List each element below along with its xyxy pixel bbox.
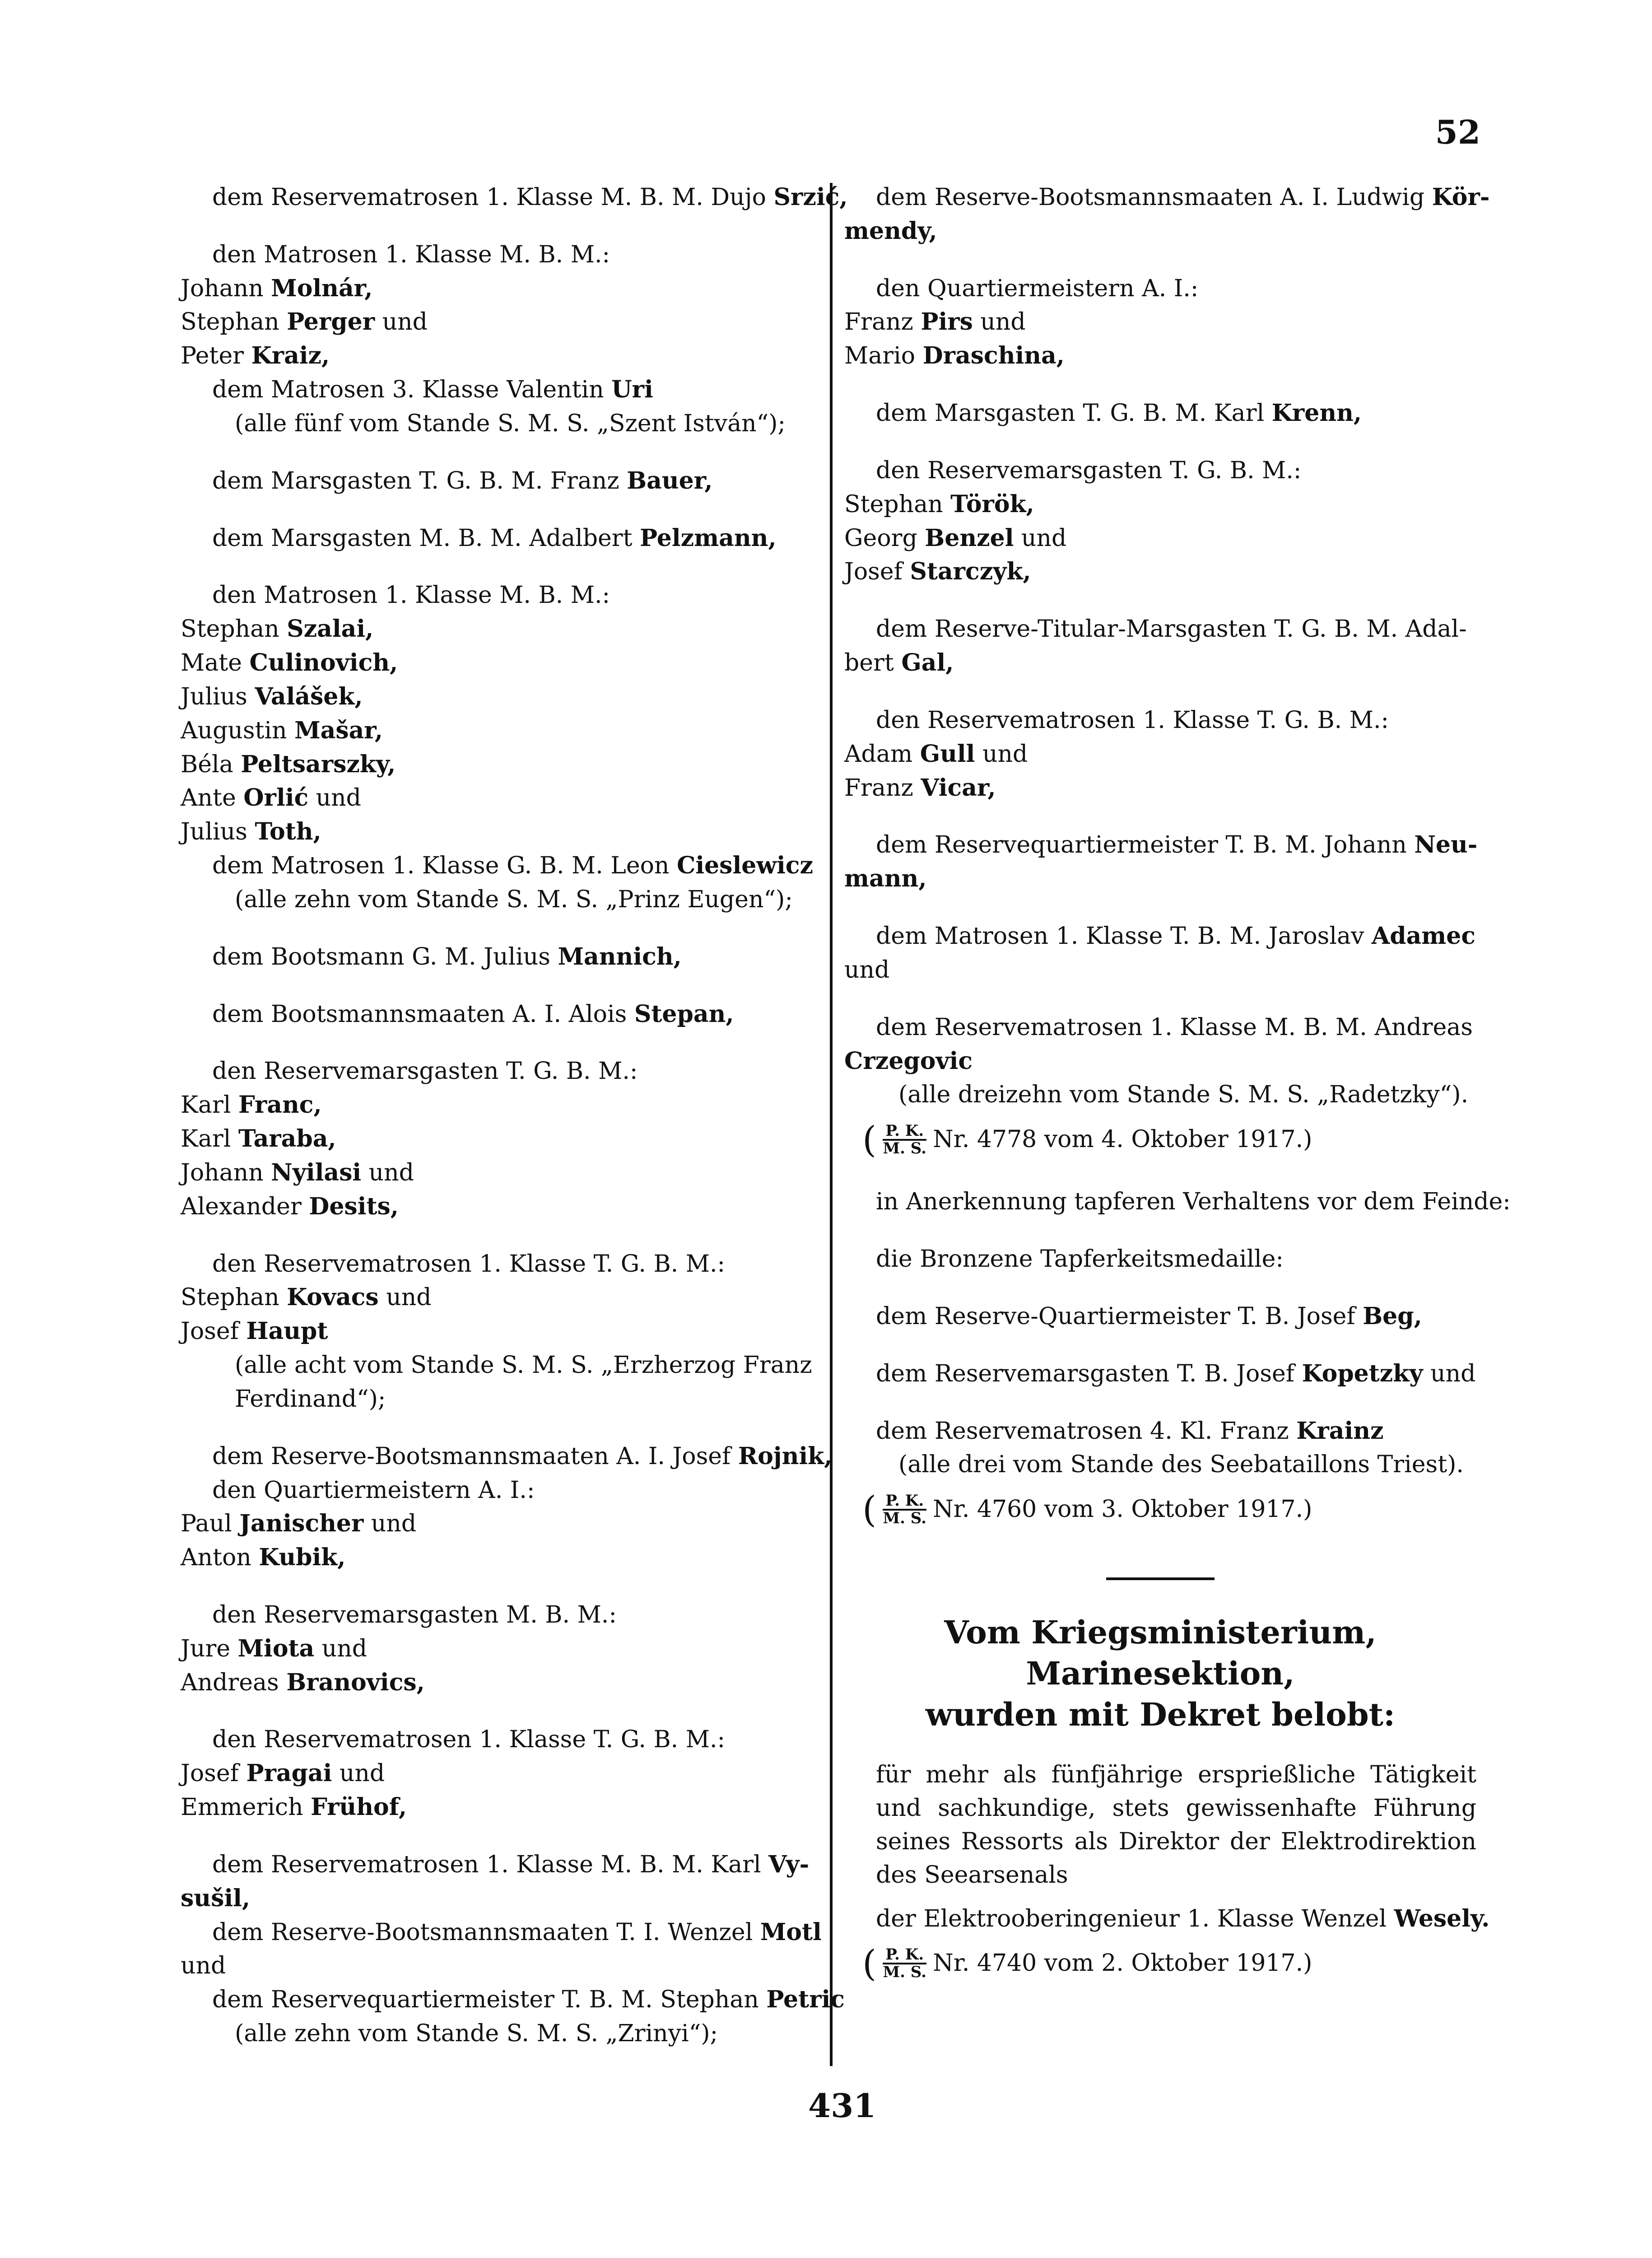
entry-text: Stephan [181,308,287,336]
entry-name: Peltsarszky, [241,750,396,778]
entry-text: Alexander [181,1193,309,1220]
entry-line [181,181,848,215]
entry-name: Haupt [246,1317,328,1345]
entry-text: dem Matrosen 1. Klasse T. B. M. Jaroslav [876,923,1372,950]
entry-line [844,737,1476,771]
entry-line [181,339,822,373]
entry-line [181,1440,833,1474]
entry-name: Gal, [901,649,954,677]
fraction-top: P. K. [883,1947,926,1965]
entry-line [844,181,1490,215]
entry-text: Paul [181,1510,240,1538]
entry-line [844,1078,1476,1112]
entry-name: Török, [950,490,1034,518]
entry-line [844,522,1476,555]
entry-line [181,680,822,714]
entry-line [844,555,1476,589]
entry-name: Nyilasi [271,1158,362,1186]
entry-line [181,815,822,849]
entry-name: mann, [844,865,927,893]
entry-text: Johann [181,1159,271,1186]
entry-suffix: und [363,1510,417,1538]
entry-name: Branovics, [286,1668,425,1696]
entry-name: Orlić [243,784,309,812]
entry-text: dem Matrosen 3. Klasse Valentin [212,376,612,404]
entry-line [181,1348,822,1382]
entry-line [181,1315,822,1348]
fraction [883,1123,926,1157]
entry-text: Adam [844,740,920,768]
entry-text: (alle dreizehn vom Stande S. M. S. „Radetzky“). [898,1081,1469,1109]
entry-text: Stephan [181,1284,287,1311]
entry-name: Cieslewicz [676,852,813,880]
entry-line [844,919,1476,953]
entry-name: Valášek, [255,682,363,710]
entry-name: Pragai [246,1759,332,1787]
entry-name: Bauer, [627,467,713,495]
entry-text: dem Reservematrosen 1. Klasse M. B. M. Dujo [212,184,774,211]
entry-line [181,1190,822,1224]
entry-line [844,1011,1476,1045]
entry-line [181,940,822,974]
entry-line [181,373,822,407]
entry-text: dem Reservequartiermeister T. B. M. Johann [876,831,1415,859]
entry-name: Kovacs [287,1283,379,1311]
entry-name: Kör- [1432,183,1490,211]
entry-name: Mašar, [294,716,383,744]
heading-line-2: wurden mit Dekret belobt: [926,1696,1395,1734]
entry-text: Johann [181,275,271,302]
entry-line [181,1848,822,1882]
entry-line [181,1054,822,1088]
entry-line [181,1281,822,1315]
fraction-top: P. K. [883,1123,926,1141]
entry-text: dem Bootsmann G. M. Julius [212,943,558,970]
entry-text: dem Reservematrosen 1. Klasse M. B. M. Karl [212,1851,769,1878]
entry-line [844,1300,1476,1334]
page-number-top: 52 [1435,113,1480,151]
entry-name: Uri [611,376,653,404]
entry-line [181,407,822,441]
entry-line [844,488,1476,522]
entry-line [181,998,822,1031]
entry-text: Ferdinand“); [235,1385,386,1413]
paren-open: ( [862,1488,877,1531]
entry-text: Andreas [181,1669,287,1696]
entry-suffix: und [314,1635,368,1662]
entry-line [181,238,822,272]
entry-text: und [181,1952,226,1980]
entry-text: Georg [844,524,925,552]
entry-text: Julius [181,818,255,846]
entry-line [181,272,822,306]
entry-text: den Matrosen 1. Klasse M. B. M.: [212,241,610,268]
reference-2 [844,1488,1476,1531]
entry-name: Franc, [238,1091,322,1119]
entry-text: dem Marsgasten M. B. M. Adalbert [212,524,640,552]
entry-suffix: und [1014,524,1067,552]
entry-suffix: und [378,1284,432,1311]
entry-line [181,305,822,339]
entry-line [181,1791,822,1824]
entry-text: Ante [181,784,244,812]
entry-name: Gull [920,740,975,768]
entry-line [844,646,1476,680]
entry-line [181,781,822,815]
entry-line [181,714,822,748]
left-column [181,181,848,2051]
entry-suffix: und [308,784,361,812]
fraction [883,1947,926,1981]
entry-name: Draschina, [922,342,1065,370]
entry-name: Benzel [925,524,1014,552]
entry-line [844,1185,1511,1219]
entry-line [844,1448,1476,1482]
entry-line [844,1045,1476,1078]
paren-open: ( [862,1119,877,1161]
entry-text: Josef [844,558,910,586]
entry-line [181,578,822,612]
entry-text: der Elektrooberingenieur 1. Klasse Wenzel [876,1905,1394,1932]
entry-text: den Matrosen 1. Klasse M. B. M.: [212,582,610,609]
column-divider [830,183,833,2066]
entry-text: Mate [181,649,250,677]
entry-text: den Reservematrosen 1. Klasse T. G. B. M.: [212,1726,726,1754]
entry-line [844,953,1476,987]
entry-line [844,704,1476,737]
entry-line [181,1088,822,1122]
entry-line [844,305,1476,339]
entry-line [844,215,1476,248]
entry-name: Kraiz, [251,342,330,370]
right-column [844,181,1511,1985]
entry-text: (alle zehn vom Stande S. M. S. „Zrinyi“); [235,2020,718,2048]
entry-text: dem Reserve-Bootsmannsmaaten A. I. Ludwig [876,184,1432,211]
entry-text: Emmerich [181,1794,311,1821]
entry-text: dem Reserve-Bootsmannsmaaten A. I. Josef [212,1442,738,1470]
entry-line [181,522,822,555]
entry-name: Stepan, [634,1000,734,1028]
entry-suffix: und [361,1159,414,1186]
entry-text: (alle zehn vom Stande S. M. S. „Prinz Eugen“); [235,886,793,913]
entry-text: Stephan [181,616,287,643]
entry-text: Béla [181,751,241,778]
entry-name: Kopetzky [1302,1359,1423,1387]
entry-text: in Anerkennung tapferen Verhaltens vor dem Feinde: [876,1188,1511,1216]
entry-line [844,339,1476,373]
entry-name: mendy, [844,217,937,245]
entry-name: Janischer [239,1510,364,1538]
entry-name: Vicar, [921,774,996,802]
entry-name: Kubik, [259,1544,346,1572]
entry-line [181,1983,845,2017]
entry-name: Toth, [255,818,321,846]
entry-text: dem Marsgasten T. G. B. M. Franz [212,467,627,495]
entry-text: dem Matrosen 1. Klasse G. B. M. Leon [212,852,677,880]
entry-name: Pelzmann, [640,524,777,552]
entry-name: Neu- [1414,831,1478,859]
entry-text: Josef [181,1318,247,1345]
entry-line [181,1916,822,1950]
entry-line [181,1507,822,1541]
entry-text: (alle acht vom Stande S. M. S. „Erzherzog Franz [235,1352,812,1379]
entry-line [181,849,822,883]
entry-line [844,1242,1476,1276]
entry-text: Anton [181,1544,259,1572]
entry-line [181,1598,822,1632]
fraction-bottom: M. S. [883,1139,926,1158]
entry-name: Desits, [309,1192,399,1220]
entry-text: (alle fünf vom Stande S. M. S. „Szent István“); [235,410,786,437]
entry-name: Miota [237,1634,315,1662]
entry-text: Mario [844,342,923,370]
entry-line [844,1414,1476,1448]
reference-1 [844,1119,1476,1161]
right-medal-entries [844,1185,1511,1482]
entry-suffix: und [973,308,1026,336]
entry-line [181,646,822,680]
entry-line [181,1474,822,1507]
fraction-bottom: M. S. [883,1963,926,1982]
entry-text: den Reservematrosen 1. Klasse T. G. B. M.: [876,706,1389,734]
entry-line [844,272,1476,306]
entry-name: Krainz [1296,1417,1384,1445]
entry-line [181,1382,822,1416]
entry-text: dem Marsgasten T. G. B. M. Karl [876,400,1272,427]
entry-line [181,1723,822,1757]
entry-name: Perger [287,308,375,336]
entry-line [181,612,822,646]
entry-text: Julius [181,683,255,710]
reference-3 [844,1942,1476,1985]
entry-text: Karl [181,1125,238,1153]
entry-line [181,1949,822,1983]
reference-text: Nr. 4760 vom 3. Oktober 1917.) [933,1496,1312,1523]
entry-name: Beg, [1363,1302,1422,1330]
entry-name: Petric [766,1986,845,2014]
entry-name: Rojnik, [738,1442,833,1470]
entry-text: dem Reserve-Bootsmannsmaaten T. I. Wenzel [212,1918,760,1946]
entry-text: die Bronzene Tapferkeitsmedaille: [876,1246,1284,1273]
entry-text: dem Reservemarsgasten T. B. Josef [876,1360,1302,1387]
entry-text: den Reservemarsgasten M. B. M.: [212,1601,617,1628]
entry-line [181,1156,822,1190]
entry-text: Franz [844,774,921,802]
fraction-bottom: M. S. [883,1509,926,1528]
entry-text: dem Reserve-Quartiermeister T. B. Josef [876,1302,1363,1330]
section-heading [844,1612,1476,1735]
entry-name: sušil, [181,1884,250,1912]
entry-text: Karl [181,1092,238,1119]
section-rule [1106,1577,1215,1580]
entry-name: Molnár, [271,274,373,302]
entry-name: Vy- [768,1850,810,1878]
entry-line [181,464,822,498]
entry-line [181,883,822,917]
entry-text: dem Reservematrosen 4. Kl. Franz [876,1417,1297,1445]
entry-name: Starczyk, [910,558,1031,586]
entry-name: Adamec [1371,922,1476,950]
entry-line [844,454,1476,488]
entry-line [181,2017,822,2051]
page-number-bottom: 431 [808,2086,876,2125]
entry-text: Augustin [181,717,295,744]
reference-text: Nr. 4778 vom 4. Oktober 1917.) [933,1126,1312,1153]
entry-line [844,771,1476,805]
entry-name: Wesely. [1394,1904,1490,1932]
entry-name: Krenn, [1271,399,1362,427]
entry-name: Culinovich, [249,649,398,677]
entry-text: den Reservemarsgasten T. G. B. M.: [212,1058,638,1085]
entry-text: Stephan [844,490,951,518]
entry-text: den Reservemarsgasten T. G. B. M.: [876,457,1302,484]
entry-text: dem Reserve-Titular-Marsgasten T. G. B. M. Adal- [876,616,1467,643]
entry-suffix: und [975,740,1028,768]
right-entries [844,181,1490,1112]
reference-text: Nr. 4740 vom 2. Oktober 1917.) [933,1950,1312,1977]
entry [844,1902,1490,1936]
entry-text: (alle drei vom Stande des Seebataillons Triest). [898,1451,1464,1479]
entry-suffix: und [375,308,428,336]
entry-line [844,1357,1476,1391]
entry-suffix: und [1423,1360,1476,1387]
entry-text: dem Reservequartiermeister T. B. M. Stephan [212,1986,767,2014]
entry-line [181,1666,822,1700]
entry-line [181,748,822,782]
entry-name: Pirs [921,308,973,336]
entry-text: Franz [844,308,921,336]
entry-line [181,1122,822,1156]
entry-suffix: und [332,1760,385,1787]
entry-line [844,397,1476,430]
entry-name: Taraba, [238,1125,336,1153]
entry-name: Szalai, [287,615,374,643]
entry-line [181,1632,822,1666]
entry-text: bert [844,649,902,677]
entry-text: Josef [181,1760,247,1787]
paren-open: ( [862,1942,877,1985]
entry-line [844,862,1476,896]
entry-line [181,1757,822,1791]
entry-text: dem Bootsmannsmaaten A. I. Alois [212,1000,634,1028]
entry-line [844,828,1476,862]
entry-text: dem Reservematrosen 1. Klasse M. B. M. Andreas [876,1013,1473,1041]
entry-text: den Quartiermeistern A. I.: [876,275,1199,302]
entry-text: den Quartiermeistern A. I.: [212,1476,535,1504]
entry-line [844,612,1476,646]
entry-line [181,1541,822,1575]
fraction-top: P. K. [883,1493,926,1511]
entry-text: Peter [181,342,251,370]
entry-text: Jure [181,1635,238,1662]
entry-text: und [844,956,890,984]
fraction [883,1493,926,1527]
entry-name: Motl [760,1918,822,1946]
heading-line-1: Vom Kriegsministerium, Marinesektion, [944,1614,1377,1693]
entry-name: Srzić, [773,183,848,211]
entry-text: den Reservematrosen 1. Klasse T. G. B. M.: [212,1250,726,1278]
entry-line [181,1882,822,1916]
entry-name: Mannich, [558,942,682,970]
commendation-text: für mehr als fünfjährige ersprießliche Tätigkeit und sachkundige, stets gewissenhafte Führung seines Ressorts als Direktor der Elektrodirektion des Seearsenals [876,1761,1476,1889]
entry-name: Frühof, [310,1793,407,1821]
entry-name: Crzegovic [844,1047,973,1075]
entry-line [181,1247,822,1281]
